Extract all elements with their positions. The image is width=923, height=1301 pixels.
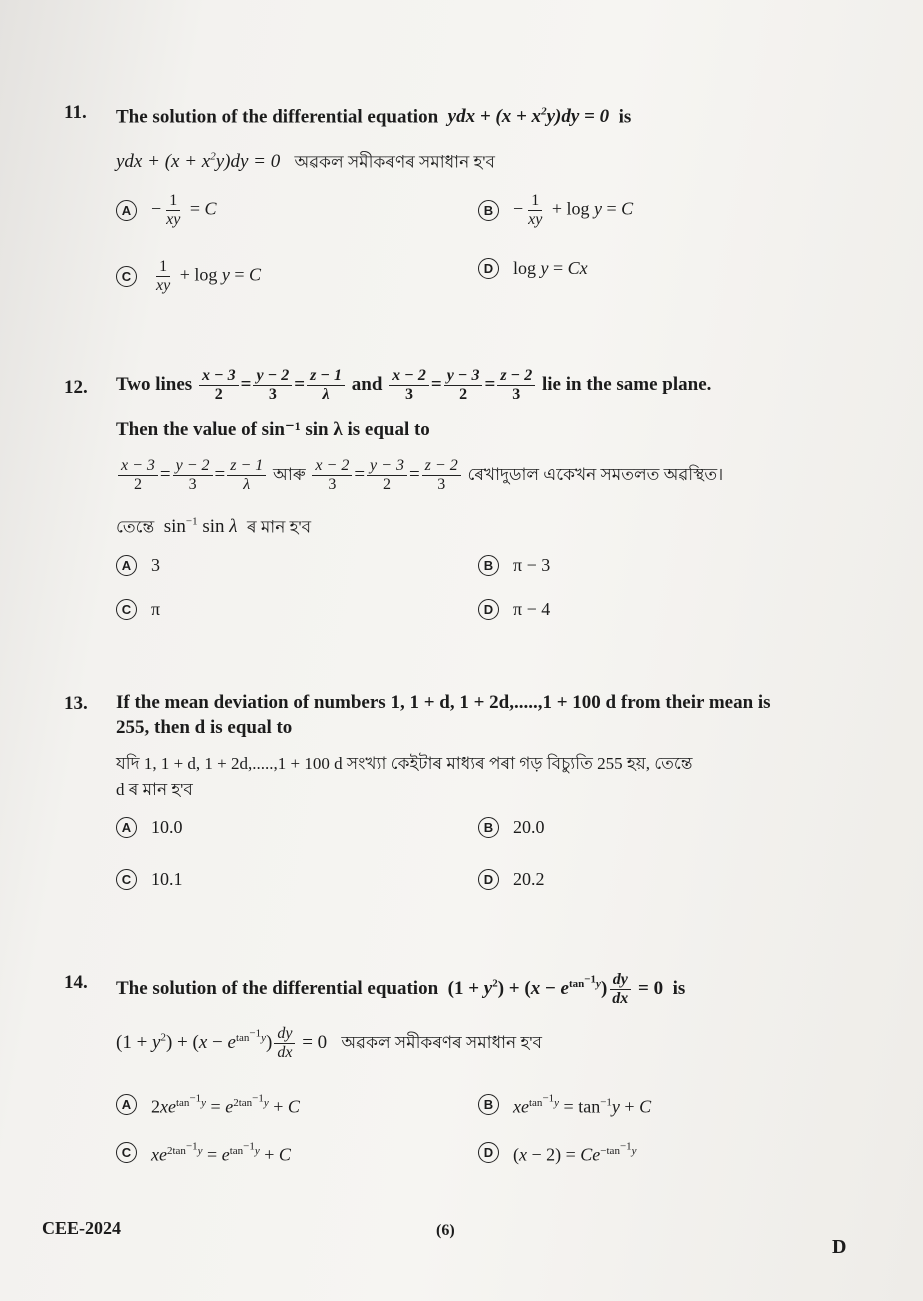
option-text: log y = Cx xyxy=(513,258,588,278)
equation: $(1 + y^2) + (x - e^{tan^{-1}y})$ $\frac{dy}{dx}$ = 0 xyxy=(116,1025,337,1062)
question-number: 14. xyxy=(64,972,88,993)
question-text-bn: যদি 1, 1 + d, 1 + 2d,.....,1 + 100 d সংখ্যা কেইটাৰ মাধ্যৰ পৰা গড় বিচ্যুতি 255 হয়, তেন্তে xyxy=(116,754,693,773)
option-text: $\frac{1}{xy}$ + log y = C xyxy=(156,258,262,294)
option-a[interactable] xyxy=(116,817,183,838)
option-b[interactable] xyxy=(478,555,550,576)
option-a[interactable] xyxy=(116,555,160,576)
question-text-en: If the mean deviation of numbers 1, 1 + d, 1 + 2d,.....,1 + 100 d from their mean is xyxy=(116,692,771,713)
option-text: 10.0 xyxy=(151,817,183,837)
equation: $(1 + y^2) + (x - e^{tan^{-1}y})$ $\frac{dy}{dx}$ = 0 xyxy=(442,971,668,1008)
option-bubble[interactable]: C xyxy=(116,266,137,287)
option-bubble[interactable]: A xyxy=(116,200,137,221)
question-text-en: Two lines $\frac{x - 3}{2}$ = $\frac{y - 2}{3}$ = $\frac{z - 1}{\lambda}$ and $\frac{x - 2}{3}$ = $\frac{y - 3}{2}$ = $\frac{z - 2}{3}$ lie in the same plane. xyxy=(116,367,712,403)
option-bubble[interactable]: B xyxy=(478,1094,499,1115)
option-b[interactable] xyxy=(478,192,633,229)
option-b[interactable] xyxy=(478,817,545,838)
option-d[interactable] xyxy=(478,599,550,620)
option-text: 20.2 xyxy=(513,869,545,889)
option-bubble[interactable]: C xyxy=(116,869,137,890)
option-text: $xe^{2tan^{-1}y} = e^{tan^{-1}y} + C$ xyxy=(151,1140,291,1165)
question-text-en: The solution of the differential equation ydx + $(x + x^2y)dy = 0$ is xyxy=(116,106,632,128)
option-d[interactable] xyxy=(478,1140,637,1166)
question-text-en-line2: Then the value of sin⁻¹ sin λ is equal to xyxy=(116,419,430,440)
question-number: 12. xyxy=(64,377,88,398)
option-bubble[interactable]: A xyxy=(116,817,137,838)
option-bubble[interactable]: D xyxy=(478,258,499,279)
option-bubble[interactable]: D xyxy=(478,869,499,890)
question-number: 13. xyxy=(64,693,88,714)
option-text: π − 4 xyxy=(513,599,551,619)
question-text-bn: $(1 + y^2) + (x - e^{tan^{-1}y})$ $\frac{dy}{dx}$ = 0 অৱকল সমীকৰণৰ সমাধান হ'ব xyxy=(116,1025,542,1062)
option-text: 20.0 xyxy=(513,817,545,837)
question-text-en-line2: 255, then d is equal to xyxy=(116,717,293,738)
question-number: 11. xyxy=(64,102,87,123)
equation: ydx + $(x + x^2y)dy = 0$ xyxy=(442,106,614,128)
option-bubble[interactable]: B xyxy=(478,817,499,838)
option-text: π − 3 xyxy=(513,555,551,575)
option-a[interactable] xyxy=(116,192,217,229)
option-bubble[interactable]: B xyxy=(478,555,499,576)
option-text: 3 xyxy=(151,555,160,575)
option-d[interactable] xyxy=(478,869,545,890)
option-text: $2xe^{tan^{-1}y} = e^{2tan^{-1}y} + C$ xyxy=(151,1092,300,1117)
question-text-bn: ydx + $(x + x^2y)dy = 0$ অৱকল সমীকৰণৰ সমাধান হ'ব xyxy=(116,151,495,173)
option-bubble[interactable]: A xyxy=(116,555,137,576)
option-text: $(x - 2) = Ce^{-tan^{-1}y}$ xyxy=(513,1140,637,1165)
option-bubble[interactable]: C xyxy=(116,1142,137,1163)
option-bubble[interactable]: B xyxy=(478,200,499,221)
option-a[interactable] xyxy=(116,1092,300,1118)
option-bubble[interactable]: A xyxy=(116,1094,137,1115)
option-text: 10.1 xyxy=(151,869,183,889)
equation: ydx + $(x + x^2y)dy = 0$ xyxy=(116,151,290,173)
question-text-bn: $\frac{x - 3}{2}$ = $\frac{y - 2}{3}$ = $\frac{z - 1}{\lambda}$ আৰু $\frac{x - 2}{3}$ = $\frac{y - 3}{2}$ = $\frac{z - 2}{3}$ ৰেখাদুডাল একেখন সমতলত অৱস্থিত। xyxy=(116,457,723,494)
option-text: − $\frac{1}{xy}$ + log y = C xyxy=(513,192,634,228)
option-d[interactable] xyxy=(478,258,588,279)
option-bubble[interactable]: C xyxy=(116,599,137,620)
option-text: − $\frac{1}{xy}$ = C xyxy=(151,192,217,228)
option-b[interactable] xyxy=(478,1092,651,1118)
option-c[interactable] xyxy=(116,1140,291,1166)
set-letter: D xyxy=(832,1236,847,1258)
option-c[interactable] xyxy=(116,258,261,295)
question-text-en: The solution of the differential equation $(1 + y^2) + (x - e^{tan^{-1}y})$ $\frac{dy}{dx}$ = 0 is xyxy=(116,971,686,1008)
option-text: π xyxy=(151,599,161,619)
option-text: $xe^{tan^{-1}y} = \tan^{-1}y + C$ xyxy=(513,1092,652,1117)
option-c[interactable] xyxy=(116,869,183,890)
exam-code: CEE-2024 xyxy=(42,1218,122,1238)
question-text-bn-line2: d ৰ মান হ'ব xyxy=(116,780,193,799)
option-c[interactable] xyxy=(116,599,160,620)
page-number: (6) xyxy=(436,1222,455,1239)
option-bubble[interactable]: D xyxy=(478,599,499,620)
question-text-bn-line2: তেন্তে $\sin^{-1} \sin \lambda$ ৰ মান হ'ব xyxy=(116,516,312,538)
option-bubble[interactable]: D xyxy=(478,1142,499,1163)
